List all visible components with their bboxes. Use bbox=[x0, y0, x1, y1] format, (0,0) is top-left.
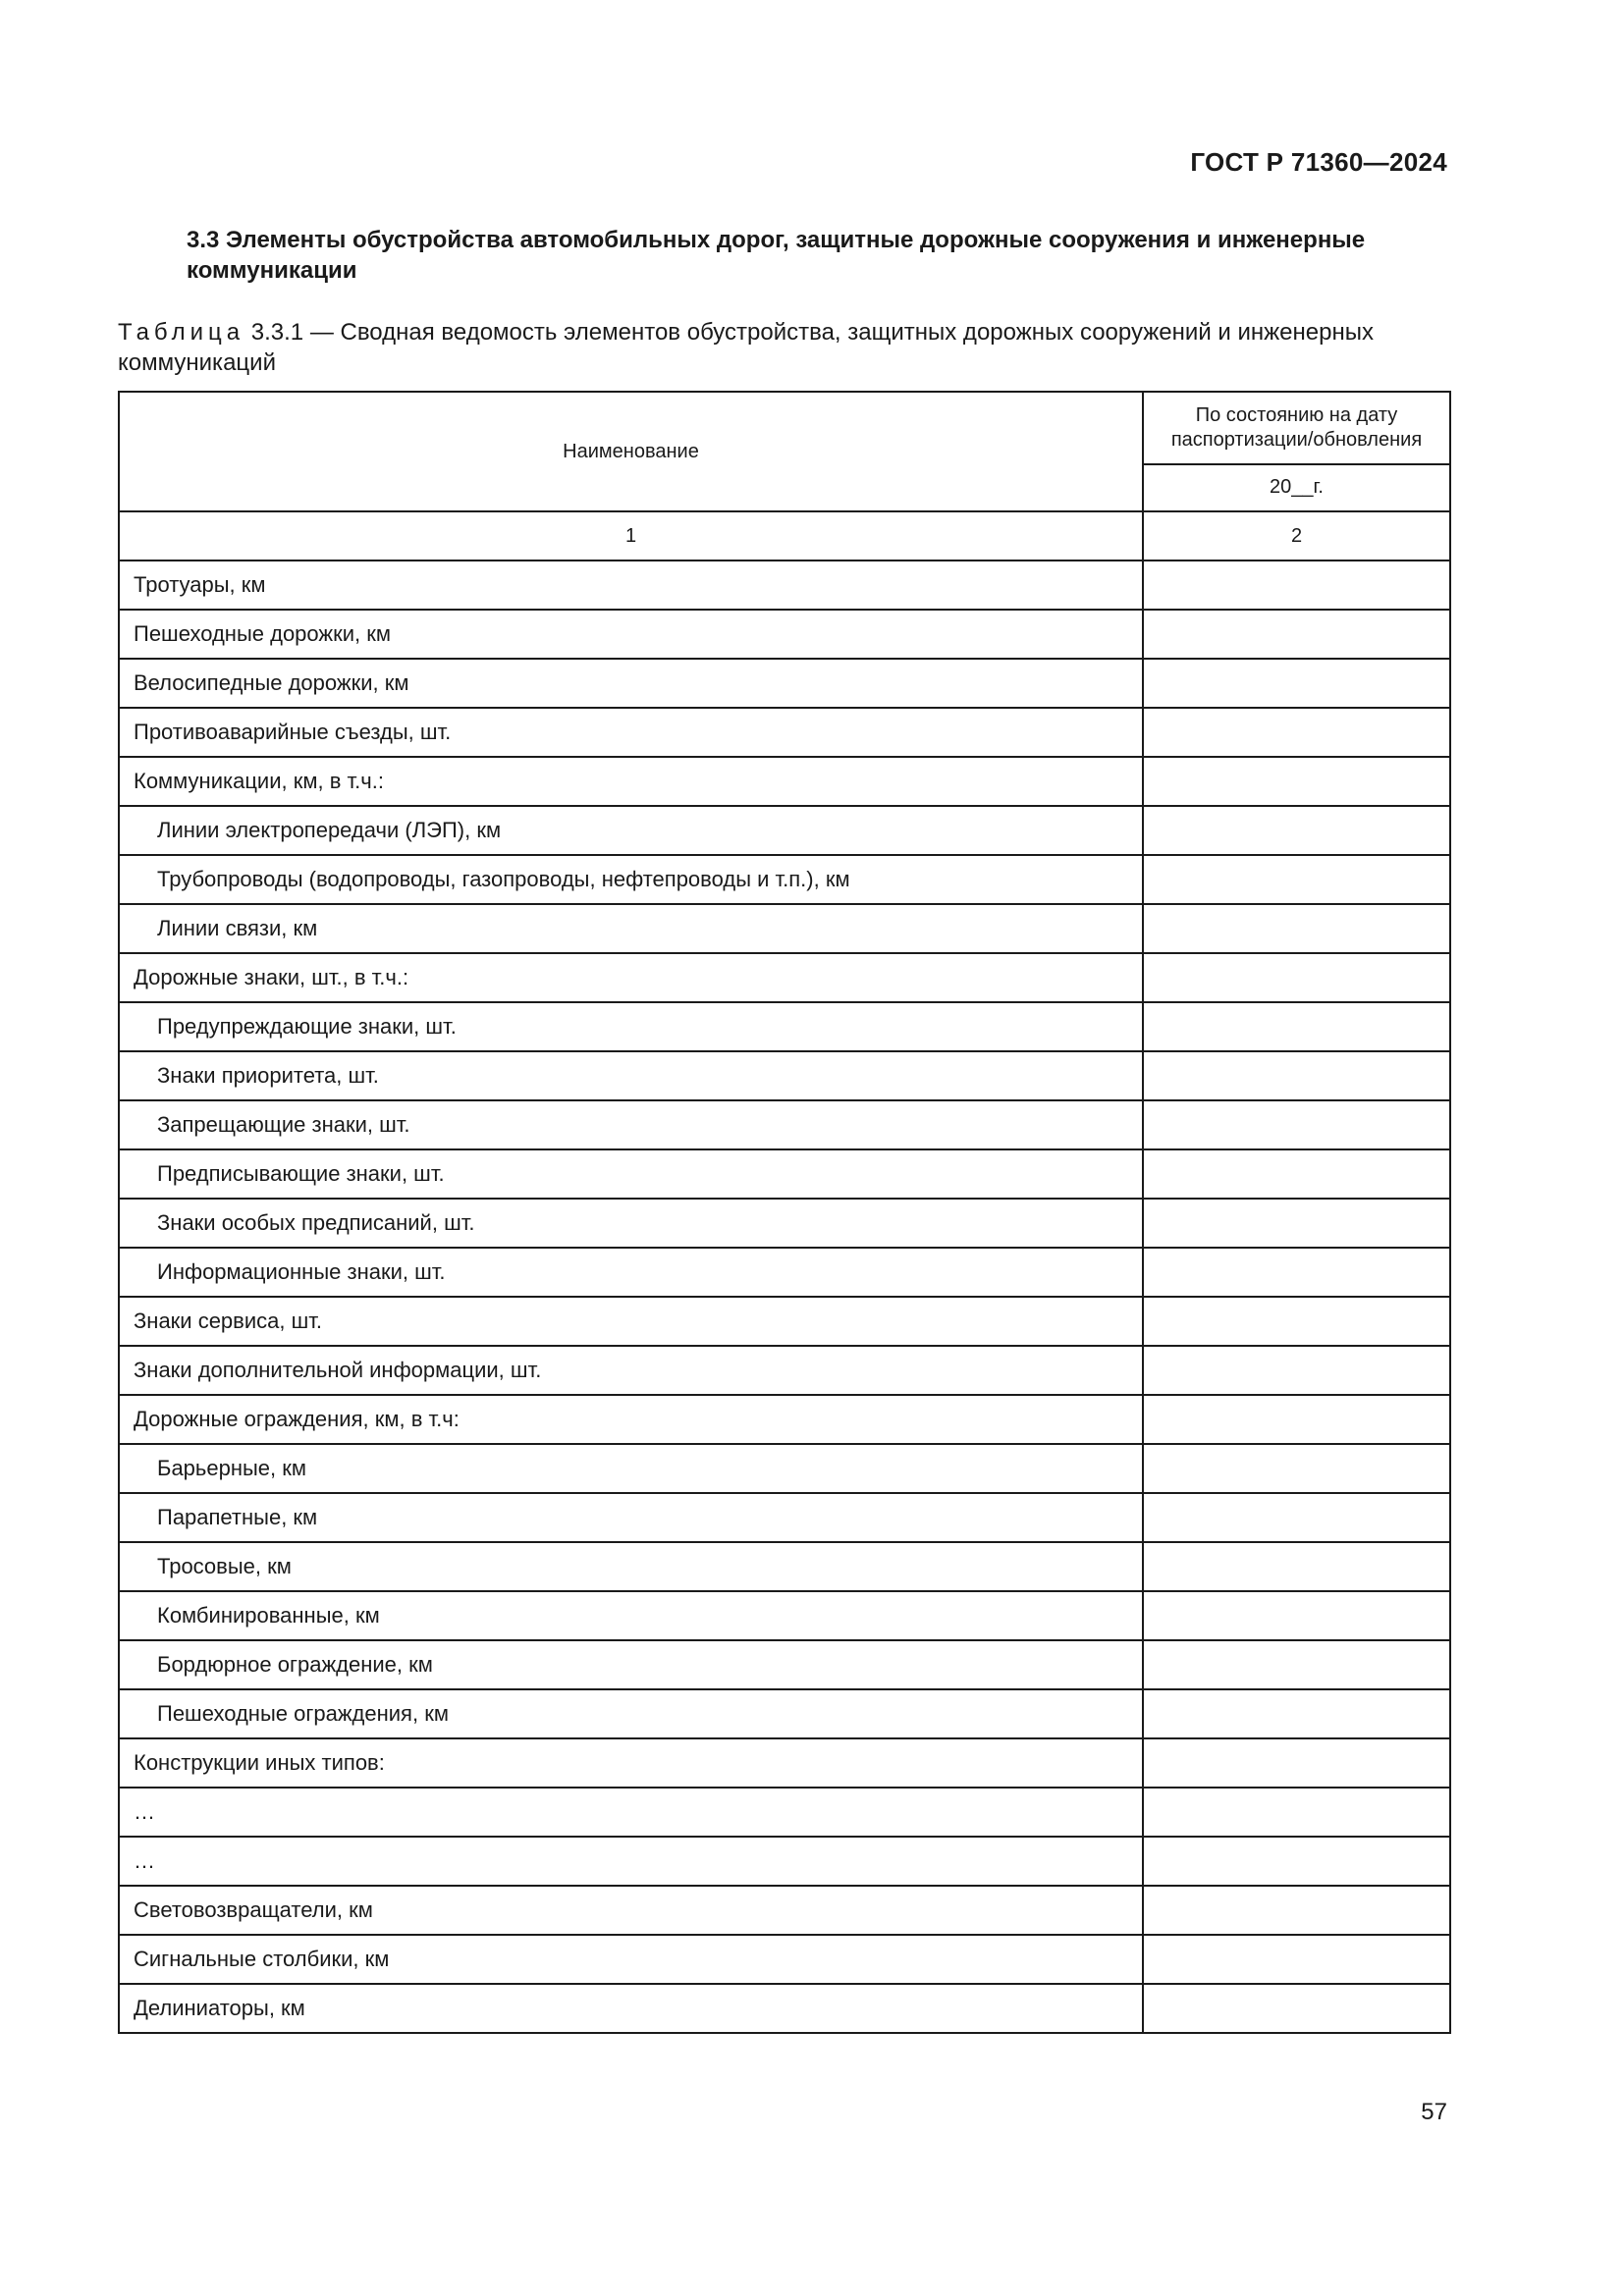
row-value bbox=[1143, 561, 1450, 610]
row-label-sidewalks: Тротуары, км bbox=[119, 561, 1143, 610]
row-value bbox=[1143, 1100, 1450, 1149]
row-value bbox=[1143, 1149, 1450, 1199]
table-row bbox=[119, 1346, 1450, 1395]
table-row bbox=[119, 1738, 1450, 1788]
row-value bbox=[1143, 1837, 1450, 1886]
table-row bbox=[119, 1248, 1450, 1297]
row-label-power-lines: Линии электропередачи (ЛЭП), км bbox=[119, 806, 1143, 855]
row-label-other-structures: Конструкции иных типов: bbox=[119, 1738, 1143, 1788]
table-row bbox=[119, 1149, 1450, 1199]
row-value bbox=[1143, 1346, 1450, 1395]
table-row bbox=[119, 806, 1450, 855]
row-value bbox=[1143, 1738, 1450, 1788]
table-row bbox=[119, 1640, 1450, 1689]
table-row bbox=[119, 1100, 1450, 1149]
table-caption-text: 3.3.1 — Сводная ведомость элементов обустройства, защитных дорожных сооружений и инженерных коммуникаций bbox=[118, 319, 1374, 376]
row-label-cable-type: Тросовые, км bbox=[119, 1542, 1143, 1591]
row-label-service-signs: Знаки сервиса, шт. bbox=[119, 1297, 1143, 1346]
row-value bbox=[1143, 1493, 1450, 1542]
table-row bbox=[119, 1886, 1450, 1935]
row-value bbox=[1143, 904, 1450, 953]
page-number: 57 bbox=[1421, 2099, 1447, 2125]
row-label-priority-signs: Знаки приоритета, шт. bbox=[119, 1051, 1143, 1100]
row-value bbox=[1143, 659, 1450, 708]
row-value bbox=[1143, 1640, 1450, 1689]
table-row bbox=[119, 1837, 1450, 1886]
row-value bbox=[1143, 1297, 1450, 1346]
table-row bbox=[119, 1689, 1450, 1738]
row-label-retroreflectors: Световозвращатели, км bbox=[119, 1886, 1143, 1935]
row-value bbox=[1143, 1542, 1450, 1591]
table-row bbox=[119, 855, 1450, 904]
table-row bbox=[119, 1002, 1450, 1051]
row-label-road-barriers: Дорожные ограждения, км, в т.ч: bbox=[119, 1395, 1143, 1444]
row-label-ellipsis: … bbox=[119, 1837, 1143, 1886]
row-value bbox=[1143, 757, 1450, 806]
table-row bbox=[119, 757, 1450, 806]
row-label-parapet-type: Парапетные, км bbox=[119, 1493, 1143, 1542]
table-caption bbox=[118, 317, 1448, 378]
table-row bbox=[119, 1444, 1450, 1493]
table-row bbox=[119, 1788, 1450, 1837]
section-title: 3.3 Элементы обустройства автомобильных дорог, защитные дорожные сооружения и инженерные коммуникации bbox=[187, 227, 1366, 284]
table-row bbox=[119, 1297, 1450, 1346]
row-value bbox=[1143, 806, 1450, 855]
row-value bbox=[1143, 1591, 1450, 1640]
table-row bbox=[119, 1984, 1450, 2033]
row-value bbox=[1143, 1984, 1450, 2033]
row-value bbox=[1143, 1002, 1450, 1051]
row-label-ellipsis: … bbox=[119, 1788, 1143, 1837]
row-label-barrier-type: Барьерные, км bbox=[119, 1444, 1143, 1493]
row-value bbox=[1143, 1788, 1450, 1837]
table-row bbox=[119, 1051, 1450, 1100]
column-header-state: По состоянию на дату паспортизации/обновления bbox=[1143, 392, 1450, 464]
row-label-special-regulation-signs: Знаки особых предписаний, шт. bbox=[119, 1199, 1143, 1248]
row-value bbox=[1143, 953, 1450, 1002]
row-label-road-signs: Дорожные знаки, шт., в т.ч.: bbox=[119, 953, 1143, 1002]
row-value bbox=[1143, 1689, 1450, 1738]
row-value bbox=[1143, 855, 1450, 904]
row-value bbox=[1143, 1199, 1450, 1248]
row-label-pedestrian-barriers: Пешеходные ограждения, км bbox=[119, 1689, 1143, 1738]
row-label-footpaths: Пешеходные дорожки, км bbox=[119, 610, 1143, 659]
column-number-2: 2 bbox=[1143, 511, 1450, 561]
row-value bbox=[1143, 1395, 1450, 1444]
column-header-name: Наименование bbox=[119, 392, 1143, 511]
row-label-combined-type: Комбинированные, км bbox=[119, 1591, 1143, 1640]
row-label-additional-info-signs: Знаки дополнительной информации, шт. bbox=[119, 1346, 1143, 1395]
table-row bbox=[119, 1935, 1450, 1984]
table-row bbox=[119, 953, 1450, 1002]
row-value bbox=[1143, 1248, 1450, 1297]
table-row bbox=[119, 1591, 1450, 1640]
row-label-bike-paths: Велосипедные дорожки, км bbox=[119, 659, 1143, 708]
row-label-curb-barrier: Бордюрное ограждение, км bbox=[119, 1640, 1143, 1689]
table-row bbox=[119, 610, 1450, 659]
column-header-year: 20__г. bbox=[1143, 464, 1450, 511]
table-row bbox=[119, 1542, 1450, 1591]
row-label-information-signs: Информационные знаки, шт. bbox=[119, 1248, 1143, 1297]
table-row bbox=[119, 561, 1450, 610]
row-value bbox=[1143, 1051, 1450, 1100]
row-label-delineators: Делиниаторы, км bbox=[119, 1984, 1143, 2033]
standard-code: ГОСТ Р 71360—2024 bbox=[1190, 147, 1447, 177]
table-row bbox=[119, 1493, 1450, 1542]
row-value bbox=[1143, 1886, 1450, 1935]
row-label-communication-lines: Линии связи, км bbox=[119, 904, 1143, 953]
row-label-signal-posts: Сигнальные столбики, км bbox=[119, 1935, 1143, 1984]
table-caption-label: Таблица bbox=[118, 319, 245, 346]
row-label-utilities: Коммуникации, км, в т.ч.: bbox=[119, 757, 1143, 806]
row-label-prohibitory-signs: Запрещающие знаки, шт. bbox=[119, 1100, 1143, 1149]
table-row bbox=[119, 708, 1450, 757]
table-row bbox=[119, 659, 1450, 708]
table-row bbox=[119, 1395, 1450, 1444]
table-row bbox=[119, 904, 1450, 953]
summary-table bbox=[118, 391, 1451, 2034]
row-value bbox=[1143, 1935, 1450, 1984]
row-label-warning-signs: Предупреждающие знаки, шт. bbox=[119, 1002, 1143, 1051]
row-label-pipelines: Трубопроводы (водопроводы, газопроводы, нефтепроводы и т.п.), км bbox=[119, 855, 1143, 904]
row-label-mandatory-signs: Предписывающие знаки, шт. bbox=[119, 1149, 1143, 1199]
row-label-emergency-exits: Противоаварийные съезды, шт. bbox=[119, 708, 1143, 757]
row-value bbox=[1143, 708, 1450, 757]
row-value bbox=[1143, 1444, 1450, 1493]
row-value bbox=[1143, 610, 1450, 659]
column-number-1: 1 bbox=[119, 511, 1143, 561]
table-row bbox=[119, 1199, 1450, 1248]
